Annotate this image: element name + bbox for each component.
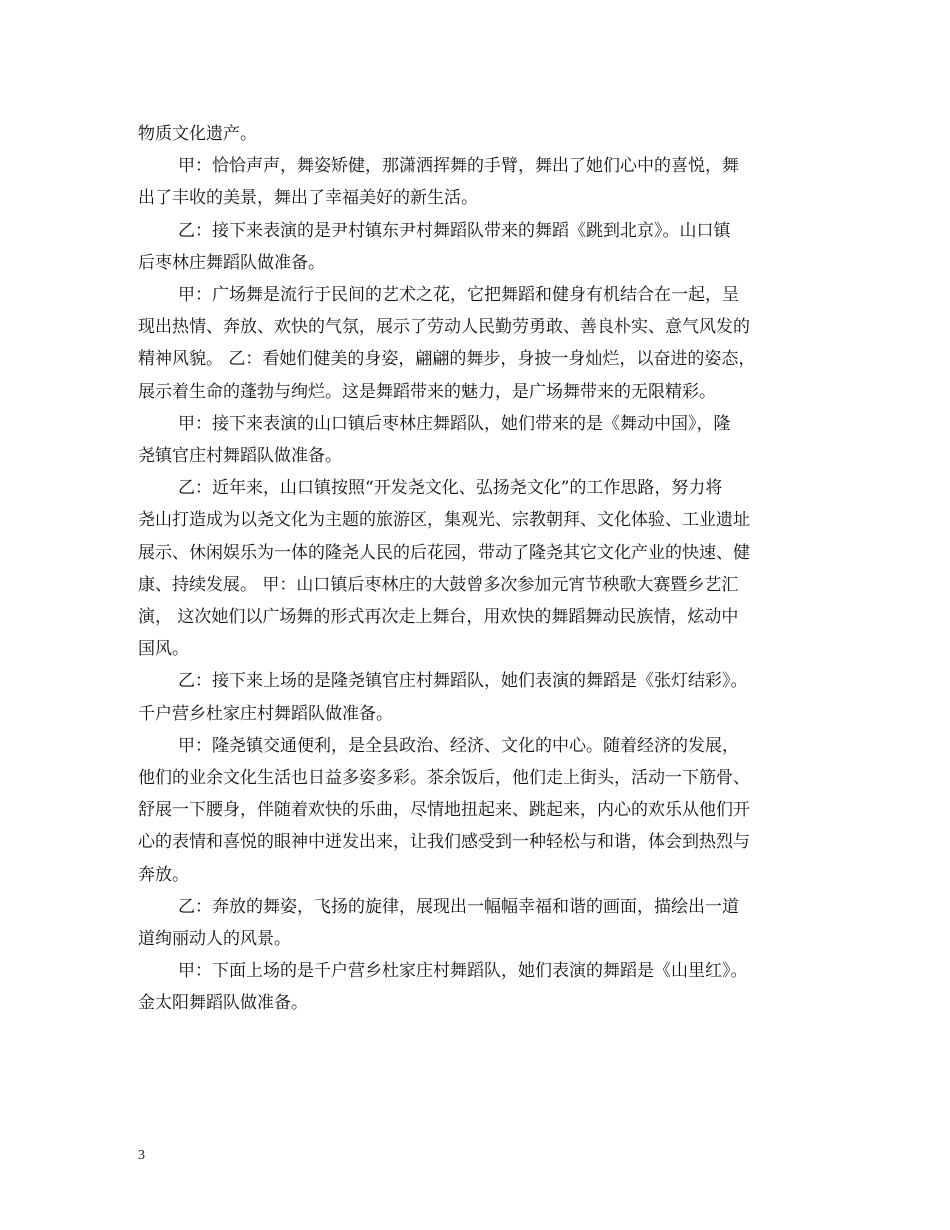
text-line: 乙：接下来表演的是尹村镇东尹村舞蹈队带来的舞蹈《跳到北京》。山口镇 [178, 220, 731, 241]
text-line: 尧镇官庄村舞蹈队做准备。 [138, 446, 342, 467]
text-line: 后枣林庄舞蹈队做准备。 [138, 252, 325, 273]
text-line: 甲：接下来表演的山口镇后枣林庄舞蹈队，她们带来的是《舞动中国》，隆 [178, 413, 731, 434]
text-line: 甲：恰恰声声，舞姿矫健，那潇洒挥舞的手臂，舞出了她们心中的喜悦，舞 [178, 156, 739, 177]
body-text [138, 118, 814, 1020]
text-line: 尧山打造成为以尧文化为主题的旅游区，集观光、宗教朝拜、文化体验、工业遗址 [138, 510, 750, 531]
text-line: 出了丰收的美景，舞出了幸福美好的新生活。 [138, 188, 478, 209]
text-line: 乙：接下来上场的是隆尧镇官庄村舞蹈队，她们表演的舞蹈是《张灯结彩》。 [178, 671, 748, 692]
text-line: 甲：下面上场的是千户营乡杜家庄村舞蹈队，她们表演的舞蹈是《山里红》。 [178, 961, 748, 982]
text-line: 展示着生命的蓬勃与绚烂。这是舞蹈带来的魅力，是广场舞带来的无限精彩。 [138, 381, 716, 402]
text-line: 国风。 [138, 639, 189, 660]
text-line: 舒展一下腰身，伴随着欢快的乐曲，尽情地扭起来、跳起来，内心的欢乐从他们开 [138, 800, 750, 821]
text-line: 现出热情、奔放、欢快的气氛，展示了劳动人民勤劳勇敢、善良朴实、意气风发的 [138, 317, 750, 338]
text-line: 演， 这次她们以广场舞的形式再次走上舞台，用欢快的舞蹈舞动民族情，炫动中 [138, 607, 739, 628]
text-line: 他们的业余文化生活也日益多姿多彩。茶余饭后，他们走上街头，活动一下筋骨、 [138, 768, 750, 789]
text-line: 千户营乡杜家庄村舞蹈队做准备。 [138, 703, 393, 724]
text-line: 康、持续发展。 甲：山口镇后枣林庄的大鼓曾多次参加元宵节秧歌大赛暨乡艺汇 [138, 574, 739, 595]
text-line: 心的表情和喜悦的眼神中迸发出来，让我们感受到一种轻松与和谐，体会到热烈与 [138, 832, 750, 853]
text-line: 展示、休闲娱乐为一体的隆尧人民的后花园，带动了隆尧其它文化产业的快速、健 [138, 542, 750, 563]
text-line: 物质文化遗产。 [138, 124, 257, 144]
text-line: 精神风貌。 乙：看她们健美的身姿，翩翩的舞步，身披一身灿烂，以奋进的姿态， [138, 349, 756, 370]
page-number: 3 [138, 1148, 145, 1163]
text-line: 金太阳舞蹈队做准备。 [138, 993, 308, 1014]
document-body [138, 118, 814, 1020]
text-line: 乙：奔放的舞姿，飞扬的旋律，展现出一幅幅幸福和谐的画面，描绘出一道 [178, 896, 739, 917]
text-line: 甲：广场舞是流行于民间的艺术之花，它把舞蹈和健身有机结合在一起，呈 [178, 285, 739, 306]
text-line: 奔放。 [138, 864, 189, 885]
text-line: 道绚丽动人的风景。 [138, 929, 291, 950]
text-line: 乙：近年来，山口镇按照“开发尧文化、弘扬尧文化”的工作思路，努力将 [178, 478, 723, 499]
text-line: 甲：隆尧镇交通便利，是全县政治、经济、文化的中心。随着经济的发展， [178, 735, 739, 756]
